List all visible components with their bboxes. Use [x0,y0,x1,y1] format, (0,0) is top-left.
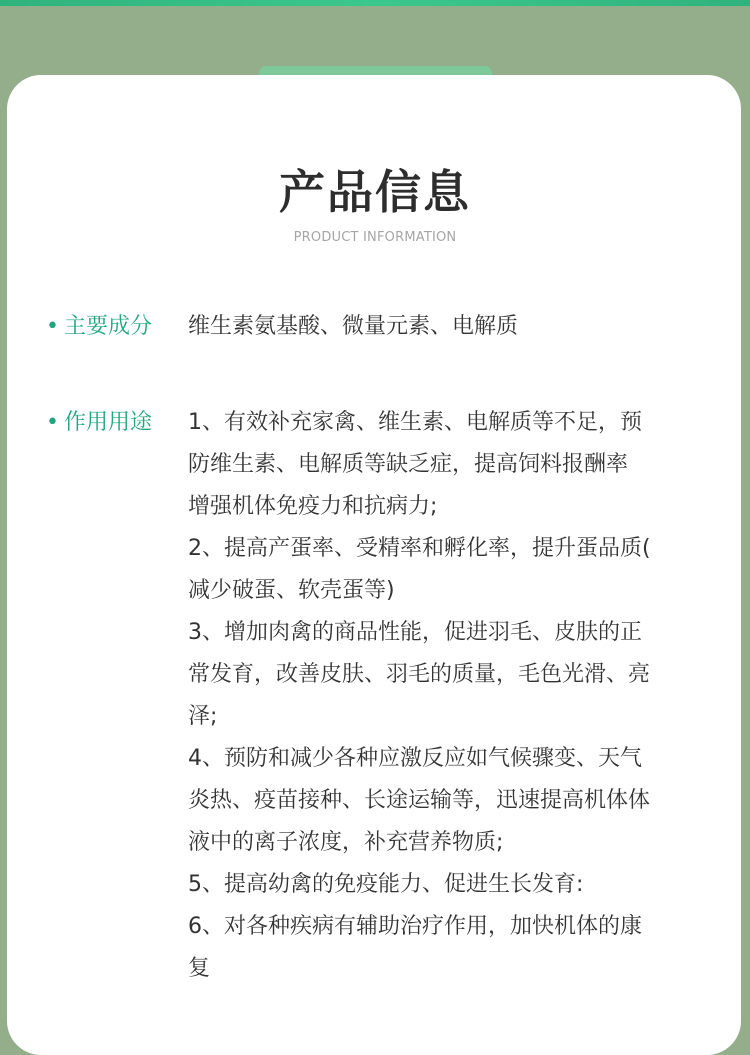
usage-line: 防维生素、电解质等缺乏症，提高饲料报酬率 [188,452,629,477]
usage-line: 2、提高产蛋率、受精率和孵化率，提升蛋品质( [188,536,651,561]
usage-value [188,402,703,990]
page-subtitle: PRODUCT INFORMATION [293,230,457,245]
usage-label [46,408,152,438]
usage-line: 复 [188,956,211,981]
usage-line: 5、提高幼禽的免疫能力、促进生长发育: [188,872,584,897]
bullet-icon: • [46,314,59,339]
usage-line: 6、对各种疾病有辅助治疗作用，加快机体的康 [188,914,642,939]
usage-line: 3、增加肉禽的商品性能，促进羽毛、皮肤的正 [188,620,642,645]
bullet-icon: • [46,410,59,435]
usage-line: 常发育，改善皮肤、羽毛的质量，毛色光滑、亮 [188,662,651,687]
usage-line: 炎热、疫苗接种、长途运输等，迅速提高机体体 [188,788,651,813]
usage-line: 4、预防和减少各种应激反应如气候骤变、天气 [188,746,642,771]
usage-line: 泽; [188,704,218,729]
page-title: 产品信息 [279,165,471,219]
usage-label-text: 作用用途 [64,410,153,435]
usage-line: 减少破蛋、软壳蛋等) [188,578,395,603]
ingredients-label-text: 主要成分 [64,314,153,339]
ingredients-label [46,312,152,342]
top-accent-strip [0,0,750,6]
usage-line: 液中的离子浓度，补充营养物质; [188,830,504,855]
ingredients-value: 维生素氨基酸、微量元素、电解质 [188,314,519,339]
usage-line: 增强机体免疫力和抗病力; [188,494,438,519]
usage-line: 1、有效补充家禽、维生素、电解质等不足，预 [188,410,642,435]
